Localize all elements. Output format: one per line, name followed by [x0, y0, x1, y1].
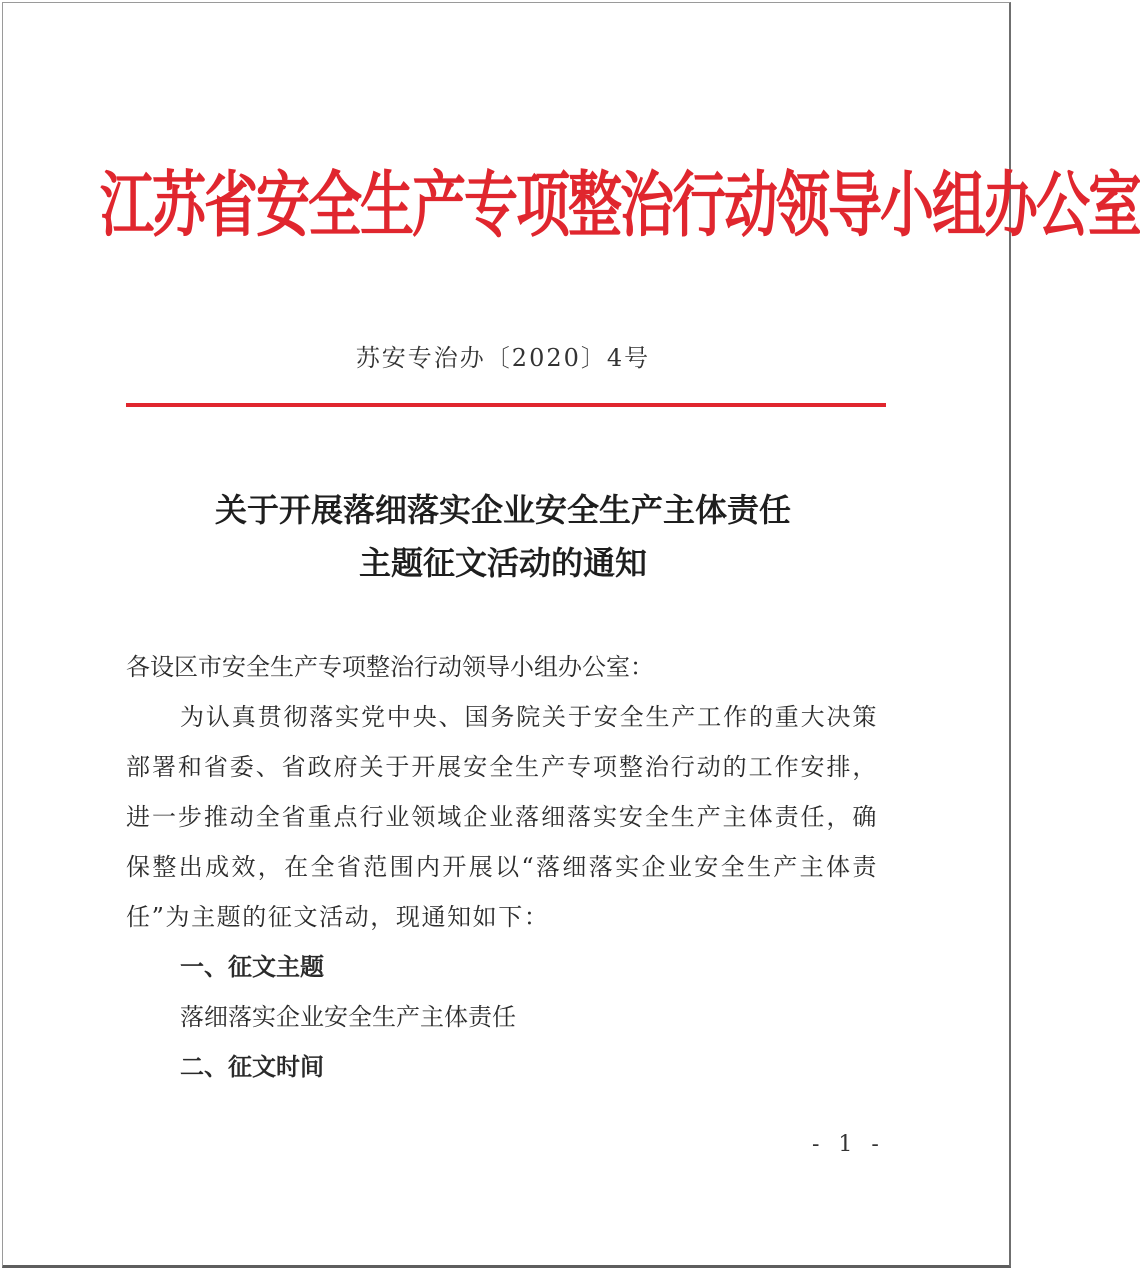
salutation: 各设区市安全生产专项整治行动领导小组办公室：: [126, 653, 654, 681]
page-number: - 1 -: [812, 1132, 885, 1157]
document-title-line-2: 主题征文活动的通知: [358, 544, 647, 582]
issuer-header: 江苏省安全生产专项整治行动领导小组办公室: [100, 163, 1140, 247]
section-text-theme: 落细落实企业安全生产主体责任: [180, 1003, 516, 1031]
document-body: [126, 642, 878, 1092]
red-divider-line: [126, 403, 886, 407]
section-heading-time: 二、征文时间: [180, 1053, 324, 1081]
document-title: [0, 484, 1006, 590]
section-heading-theme: 一、征文主题: [180, 953, 324, 981]
document-number: 苏安专治办〔2020〕4号: [355, 344, 651, 372]
intro-paragraph: 为认真贯彻落实党中央、国务院关于安全生产工作的重大决策部署和省委、省政府关于开展安全生产专项整治行动的工作安排，进一步推动全省重点行业领域企业落细落实安全生产主体责任，确保整出成效，在全省范围内开展以“落细落实企业安全生产主体责任”为主题的征文活动，现通知如下：: [126, 703, 878, 931]
document-title-line-1: 关于开展落细落实企业安全生产主体责任: [214, 491, 791, 529]
